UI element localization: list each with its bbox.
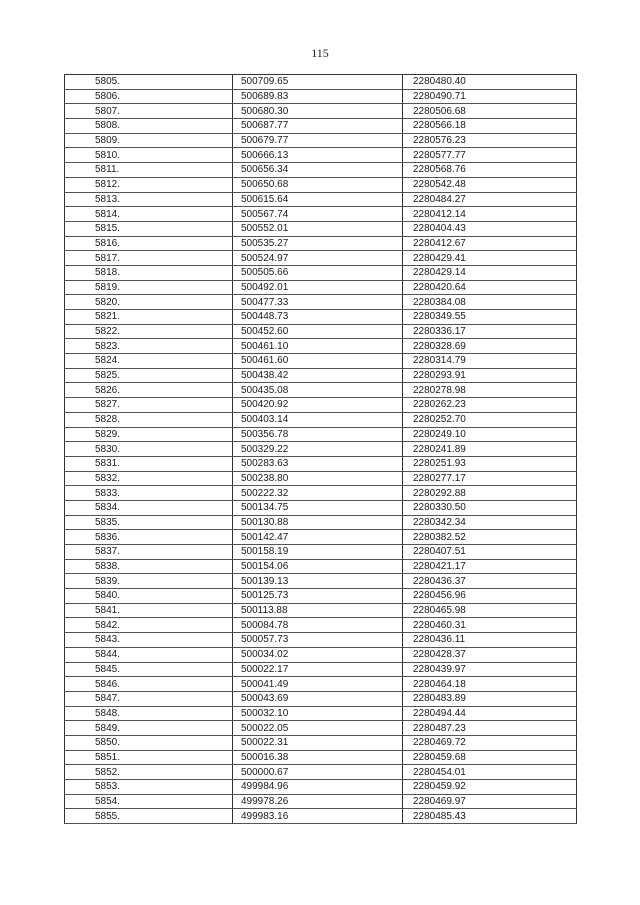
y-coordinate-cell: 2280407.51 [403,545,577,560]
y-coordinate-cell: 2280262.23 [403,398,577,413]
y-coordinate-cell: 2280494.44 [403,706,577,721]
table-row [65,618,577,633]
x-coordinate-cell: 500283.63 [233,456,403,471]
point-number-cell: 5827. [65,398,233,413]
y-coordinate-cell: 2280412.14 [403,207,577,222]
point-number-cell: 5840. [65,589,233,604]
table-row [65,354,577,369]
point-number-cell: 5805. [65,75,233,90]
point-number-cell: 5830. [65,442,233,457]
x-coordinate-cell: 500022.17 [233,662,403,677]
y-coordinate-cell: 2280330.50 [403,500,577,515]
table-row [65,765,577,780]
table-row [65,148,577,163]
point-number-cell: 5809. [65,133,233,148]
point-number-cell: 5851. [65,750,233,765]
y-coordinate-cell: 2280404.43 [403,221,577,236]
table-row [65,574,577,589]
table-row [65,89,577,104]
point-number-cell: 5819. [65,280,233,295]
point-number-cell: 5838. [65,559,233,574]
x-coordinate-cell: 500125.73 [233,589,403,604]
x-coordinate-cell: 500022.05 [233,721,403,736]
table-row [65,398,577,413]
table-row [65,427,577,442]
coordinates-table [64,74,577,824]
x-coordinate-cell: 500505.66 [233,265,403,280]
y-coordinate-cell: 2280469.72 [403,735,577,750]
x-coordinate-cell: 500356.78 [233,427,403,442]
x-coordinate-cell: 499978.26 [233,794,403,809]
y-coordinate-cell: 2280252.70 [403,412,577,427]
x-coordinate-cell: 500329.22 [233,442,403,457]
point-number-cell: 5833. [65,486,233,501]
y-coordinate-cell: 2280420.64 [403,280,577,295]
y-coordinate-cell: 2280292.88 [403,486,577,501]
table-row [65,735,577,750]
point-number-cell: 5846. [65,677,233,692]
y-coordinate-cell: 2280484.27 [403,192,577,207]
y-coordinate-cell: 2280459.68 [403,750,577,765]
x-coordinate-cell: 500016.38 [233,750,403,765]
table-row [65,163,577,178]
point-number-cell: 5844. [65,647,233,662]
x-coordinate-cell: 500134.75 [233,500,403,515]
point-number-cell: 5839. [65,574,233,589]
x-coordinate-cell: 500687.77 [233,119,403,134]
y-coordinate-cell: 2280485.43 [403,809,577,824]
point-number-cell: 5843. [65,633,233,648]
y-coordinate-cell: 2280277.17 [403,471,577,486]
table-row [65,633,577,648]
point-number-cell: 5849. [65,721,233,736]
y-coordinate-cell: 2280469.97 [403,794,577,809]
y-coordinate-cell: 2280412.67 [403,236,577,251]
table-row [65,677,577,692]
x-coordinate-cell: 500666.13 [233,148,403,163]
point-number-cell: 5831. [65,456,233,471]
table-row [65,545,577,560]
table-row [65,647,577,662]
x-coordinate-cell: 500057.73 [233,633,403,648]
x-coordinate-cell: 500154.06 [233,559,403,574]
table-row [65,236,577,251]
point-number-cell: 5806. [65,89,233,104]
point-number-cell: 5832. [65,471,233,486]
table-row [65,500,577,515]
y-coordinate-cell: 2280439.97 [403,662,577,677]
point-number-cell: 5812. [65,177,233,192]
x-coordinate-cell: 500552.01 [233,221,403,236]
point-number-cell: 5841. [65,603,233,618]
y-coordinate-cell: 2280483.89 [403,691,577,706]
y-coordinate-cell: 2280568.76 [403,163,577,178]
y-coordinate-cell: 2280249.10 [403,427,577,442]
x-coordinate-cell: 500650.68 [233,177,403,192]
table-row [65,559,577,574]
point-number-cell: 5807. [65,104,233,119]
table-row [65,662,577,677]
x-coordinate-cell: 500438.42 [233,368,403,383]
table-row [65,295,577,310]
y-coordinate-cell: 2280429.14 [403,265,577,280]
y-coordinate-cell: 2280382.52 [403,530,577,545]
table-row [65,589,577,604]
y-coordinate-cell: 2280342.34 [403,515,577,530]
point-number-cell: 5837. [65,545,233,560]
point-number-cell: 5825. [65,368,233,383]
x-coordinate-cell: 500535.27 [233,236,403,251]
table-row [65,251,577,266]
x-coordinate-cell: 500158.19 [233,545,403,560]
x-coordinate-cell: 500041.49 [233,677,403,692]
y-coordinate-cell: 2280436.11 [403,633,577,648]
x-coordinate-cell: 500680.30 [233,104,403,119]
table-row [65,280,577,295]
table-row [65,221,577,236]
table-row [65,104,577,119]
point-number-cell: 5817. [65,251,233,266]
y-coordinate-cell: 2280566.18 [403,119,577,134]
coordinates-table-body [65,75,577,824]
y-coordinate-cell: 2280542.48 [403,177,577,192]
x-coordinate-cell: 500452.60 [233,324,403,339]
table-row [65,339,577,354]
point-number-cell: 5845. [65,662,233,677]
table-row [65,706,577,721]
table-row [65,412,577,427]
table-row [65,133,577,148]
page-number: 115 [311,46,329,60]
x-coordinate-cell: 500139.13 [233,574,403,589]
y-coordinate-cell: 2280436.37 [403,574,577,589]
y-coordinate-cell: 2280480.40 [403,75,577,90]
point-number-cell: 5816. [65,236,233,251]
y-coordinate-cell: 2280506.68 [403,104,577,119]
x-coordinate-cell: 500142.47 [233,530,403,545]
table-row [65,486,577,501]
point-number-cell: 5811. [65,163,233,178]
y-coordinate-cell: 2280278.98 [403,383,577,398]
y-coordinate-cell: 2280421.17 [403,559,577,574]
x-coordinate-cell: 500032.10 [233,706,403,721]
table-row [65,809,577,824]
y-coordinate-cell: 2280328.69 [403,339,577,354]
point-number-cell: 5853. [65,780,233,795]
table-row [65,265,577,280]
y-coordinate-cell: 2280241.89 [403,442,577,457]
point-number-cell: 5847. [65,691,233,706]
y-coordinate-cell: 2280454.01 [403,765,577,780]
table-row [65,721,577,736]
y-coordinate-cell: 2280460.31 [403,618,577,633]
y-coordinate-cell: 2280336.17 [403,324,577,339]
point-number-cell: 5854. [65,794,233,809]
table-row [65,794,577,809]
y-coordinate-cell: 2280251.93 [403,456,577,471]
y-coordinate-cell: 2280429.41 [403,251,577,266]
y-coordinate-cell: 2280465.98 [403,603,577,618]
table-row [65,75,577,90]
y-coordinate-cell: 2280490.71 [403,89,577,104]
x-coordinate-cell: 500656.34 [233,163,403,178]
point-number-cell: 5815. [65,221,233,236]
x-coordinate-cell: 500238.80 [233,471,403,486]
table-row [65,324,577,339]
x-coordinate-cell: 500461.60 [233,354,403,369]
y-coordinate-cell: 2280459.92 [403,780,577,795]
point-number-cell: 5852. [65,765,233,780]
x-coordinate-cell: 500222.32 [233,486,403,501]
y-coordinate-cell: 2280384.08 [403,295,577,310]
point-number-cell: 5826. [65,383,233,398]
point-number-cell: 5842. [65,618,233,633]
x-coordinate-cell: 500615.64 [233,192,403,207]
point-number-cell: 5848. [65,706,233,721]
point-number-cell: 5850. [65,735,233,750]
point-number-cell: 5835. [65,515,233,530]
x-coordinate-cell: 499983.16 [233,809,403,824]
x-coordinate-cell: 500022.31 [233,735,403,750]
y-coordinate-cell: 2280464.18 [403,677,577,692]
point-number-cell: 5828. [65,412,233,427]
table-row [65,456,577,471]
x-coordinate-cell: 500477.33 [233,295,403,310]
y-coordinate-cell: 2280314.79 [403,354,577,369]
x-coordinate-cell: 500043.69 [233,691,403,706]
y-coordinate-cell: 2280293.91 [403,368,577,383]
y-coordinate-cell: 2280487.23 [403,721,577,736]
y-coordinate-cell: 2280428.37 [403,647,577,662]
x-coordinate-cell: 500113.88 [233,603,403,618]
point-number-cell: 5836. [65,530,233,545]
point-number-cell: 5822. [65,324,233,339]
table-row [65,471,577,486]
point-number-cell: 5824. [65,354,233,369]
y-coordinate-cell: 2280576.23 [403,133,577,148]
x-coordinate-cell: 500130.88 [233,515,403,530]
y-coordinate-cell: 2280349.55 [403,310,577,325]
table-row [65,780,577,795]
table-row [65,691,577,706]
y-coordinate-cell: 2280577.77 [403,148,577,163]
table-row [65,530,577,545]
point-number-cell: 5810. [65,148,233,163]
table-row [65,192,577,207]
x-coordinate-cell: 500084.78 [233,618,403,633]
y-coordinate-cell: 2280456.96 [403,589,577,604]
table-row [65,603,577,618]
table-row [65,515,577,530]
x-coordinate-cell: 500435.08 [233,383,403,398]
table-row [65,207,577,222]
x-coordinate-cell: 500034.02 [233,647,403,662]
point-number-cell: 5829. [65,427,233,442]
point-number-cell: 5834. [65,500,233,515]
point-number-cell: 5814. [65,207,233,222]
point-number-cell: 5818. [65,265,233,280]
table-row [65,119,577,134]
point-number-cell: 5813. [65,192,233,207]
x-coordinate-cell: 500000.67 [233,765,403,780]
table-row [65,368,577,383]
x-coordinate-cell: 500567.74 [233,207,403,222]
table-row [65,383,577,398]
x-coordinate-cell: 500461.10 [233,339,403,354]
x-coordinate-cell: 500679.77 [233,133,403,148]
table-row [65,442,577,457]
point-number-cell: 5855. [65,809,233,824]
x-coordinate-cell: 500492.01 [233,280,403,295]
table-row [65,750,577,765]
x-coordinate-cell: 500420.92 [233,398,403,413]
x-coordinate-cell: 500689.83 [233,89,403,104]
table-row [65,177,577,192]
point-number-cell: 5823. [65,339,233,354]
point-number-cell: 5820. [65,295,233,310]
x-coordinate-cell: 499984.96 [233,780,403,795]
x-coordinate-cell: 500448.73 [233,310,403,325]
x-coordinate-cell: 500403.14 [233,412,403,427]
point-number-cell: 5821. [65,310,233,325]
table-row [65,310,577,325]
x-coordinate-cell: 500524.97 [233,251,403,266]
point-number-cell: 5808. [65,119,233,134]
x-coordinate-cell: 500709.65 [233,75,403,90]
